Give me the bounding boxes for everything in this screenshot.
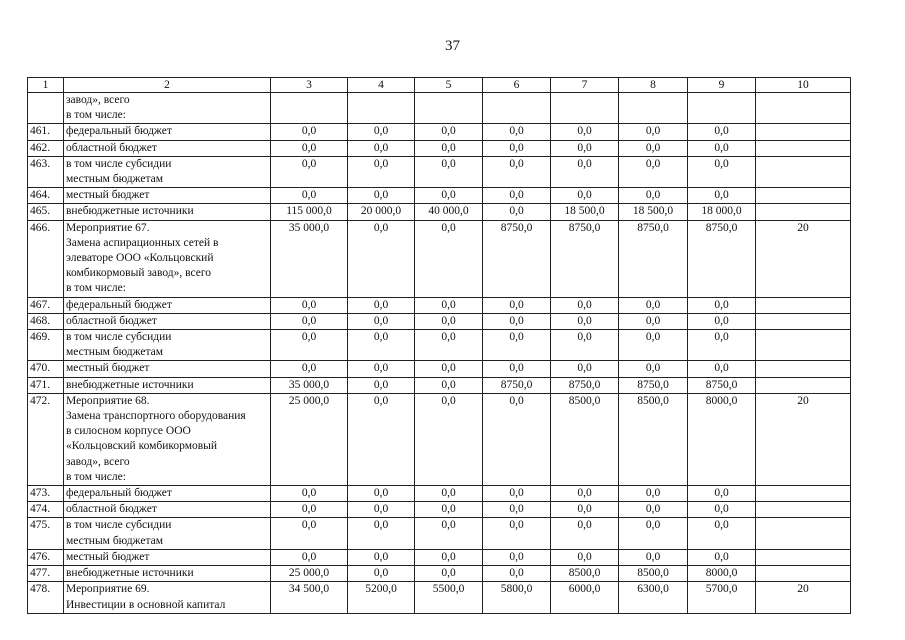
row-number-cell: 477. <box>28 566 64 582</box>
row-name-cell: Мероприятие 69. Инвестиции в основной капитал <box>64 582 271 613</box>
value-cell: 0,0 <box>415 220 483 297</box>
table-row <box>28 297 851 313</box>
value-cell: 0,0 <box>415 566 483 582</box>
value-cell: 35 000,0 <box>271 220 348 297</box>
row-number-cell: 469. <box>28 330 64 361</box>
row-number-cell: 463. <box>28 156 64 187</box>
value-cell: 0,0 <box>415 486 483 502</box>
row-name-cell: федеральный бюджет <box>64 124 271 140</box>
value-cell: 0,0 <box>483 297 551 313</box>
value-cell: 6300,0 <box>619 582 688 613</box>
value-cell: 0,0 <box>348 377 415 393</box>
indicator-cell: 20 <box>756 582 851 613</box>
value-cell: 0,0 <box>271 313 348 329</box>
row-number-cell: 464. <box>28 188 64 204</box>
value-cell: 0,0 <box>483 140 551 156</box>
value-cell: 0,0 <box>348 140 415 156</box>
value-cell: 0,0 <box>348 502 415 518</box>
value-cell: 8750,0 <box>483 377 551 393</box>
header-cell: 9 <box>688 78 756 93</box>
value-cell: 0,0 <box>271 330 348 361</box>
header-cell: 8 <box>619 78 688 93</box>
value-cell: 0,0 <box>619 518 688 549</box>
value-cell: 34 500,0 <box>271 582 348 613</box>
row-name-cell: Мероприятие 67. Замена аспирационных сетей в элеваторе ООО «Кольцовский комбикормовый завод», всего в том числе: <box>64 220 271 297</box>
value-cell: 0,0 <box>619 549 688 565</box>
row-name-cell: внебюджетные источники <box>64 204 271 220</box>
row-name-cell: в том числе субсидии местным бюджетам <box>64 156 271 187</box>
indicator-cell <box>756 156 851 187</box>
header-cell: 4 <box>348 78 415 93</box>
indicator-cell: 20 <box>756 220 851 297</box>
row-number-cell: 462. <box>28 140 64 156</box>
row-name-cell: внебюджетные источники <box>64 377 271 393</box>
value-cell: 0,0 <box>619 313 688 329</box>
value-cell: 20 000,0 <box>348 204 415 220</box>
value-cell: 0,0 <box>415 156 483 187</box>
row-number-cell: 470. <box>28 361 64 377</box>
table-row <box>28 220 851 297</box>
row-name-cell: Мероприятие 68. Замена транспортного оборудования в силосном корпусе ООО «Кольцовский комбикормовый завод», всего в том числе: <box>64 393 271 485</box>
row-name-cell: в том числе субсидии местным бюджетам <box>64 330 271 361</box>
value-cell: 5700,0 <box>688 582 756 613</box>
value-cell: 0,0 <box>688 502 756 518</box>
row-number-cell: 478. <box>28 582 64 613</box>
value-cell: 0,0 <box>483 124 551 140</box>
indicator-cell <box>756 502 851 518</box>
value-cell: 0,0 <box>688 124 756 140</box>
value-cell: 0,0 <box>551 140 619 156</box>
table-row <box>28 518 851 549</box>
value-cell: 0,0 <box>551 156 619 187</box>
row-number-cell: 466. <box>28 220 64 297</box>
value-cell: 6000,0 <box>551 582 619 613</box>
value-cell: 0,0 <box>619 361 688 377</box>
row-name-cell: внебюджетные источники <box>64 566 271 582</box>
header-cell: 3 <box>271 78 348 93</box>
value-cell: 0,0 <box>415 188 483 204</box>
row-number-cell: 476. <box>28 549 64 565</box>
table-row <box>28 313 851 329</box>
value-cell: 0,0 <box>551 297 619 313</box>
value-cell: 8500,0 <box>619 393 688 485</box>
value-cell <box>688 93 756 124</box>
value-cell: 0,0 <box>551 330 619 361</box>
value-cell: 0,0 <box>483 204 551 220</box>
budget-table <box>27 77 851 614</box>
row-number-cell: 465. <box>28 204 64 220</box>
value-cell: 0,0 <box>688 313 756 329</box>
indicator-cell <box>756 518 851 549</box>
value-cell: 0,0 <box>688 361 756 377</box>
table-row <box>28 377 851 393</box>
value-cell: 8500,0 <box>551 393 619 485</box>
row-name-cell: местный бюджет <box>64 549 271 565</box>
value-cell: 0,0 <box>688 518 756 549</box>
row-number-cell: 475. <box>28 518 64 549</box>
value-cell: 0,0 <box>348 156 415 187</box>
value-cell: 8750,0 <box>483 220 551 297</box>
value-cell: 0,0 <box>415 549 483 565</box>
value-cell <box>551 93 619 124</box>
indicator-cell <box>756 330 851 361</box>
value-cell: 0,0 <box>271 361 348 377</box>
row-name-cell: областной бюджет <box>64 313 271 329</box>
value-cell: 0,0 <box>483 188 551 204</box>
table-row <box>28 188 851 204</box>
value-cell: 0,0 <box>415 313 483 329</box>
value-cell: 0,0 <box>483 393 551 485</box>
value-cell: 8000,0 <box>688 393 756 485</box>
table-row <box>28 502 851 518</box>
table-row <box>28 361 851 377</box>
indicator-cell <box>756 361 851 377</box>
value-cell: 18 500,0 <box>551 204 619 220</box>
value-cell: 8750,0 <box>619 220 688 297</box>
value-cell: 0,0 <box>483 549 551 565</box>
value-cell: 0,0 <box>415 330 483 361</box>
header-cell: 7 <box>551 78 619 93</box>
row-number-cell: 472. <box>28 393 64 485</box>
header-cell: 6 <box>483 78 551 93</box>
value-cell: 8750,0 <box>551 220 619 297</box>
value-cell: 8750,0 <box>619 377 688 393</box>
indicator-cell <box>756 204 851 220</box>
value-cell: 0,0 <box>483 330 551 361</box>
value-cell: 0,0 <box>551 486 619 502</box>
value-cell: 0,0 <box>551 188 619 204</box>
table-row <box>28 124 851 140</box>
indicator-cell <box>756 549 851 565</box>
value-cell: 0,0 <box>483 486 551 502</box>
indicator-cell <box>756 297 851 313</box>
indicator-cell <box>756 188 851 204</box>
value-cell: 25 000,0 <box>271 393 348 485</box>
value-cell: 0,0 <box>688 330 756 361</box>
row-name-cell: областной бюджет <box>64 140 271 156</box>
value-cell: 0,0 <box>348 188 415 204</box>
value-cell: 115 000,0 <box>271 204 348 220</box>
value-cell: 0,0 <box>551 313 619 329</box>
table-row <box>28 549 851 565</box>
value-cell: 0,0 <box>348 549 415 565</box>
row-name-cell: в том числе субсидии местным бюджетам <box>64 518 271 549</box>
value-cell: 0,0 <box>551 502 619 518</box>
value-cell: 0,0 <box>688 140 756 156</box>
value-cell: 0,0 <box>551 124 619 140</box>
value-cell: 0,0 <box>271 188 348 204</box>
row-name-cell: федеральный бюджет <box>64 297 271 313</box>
header-cell: 2 <box>64 78 271 93</box>
value-cell: 0,0 <box>271 297 348 313</box>
indicator-cell <box>756 124 851 140</box>
value-cell: 0,0 <box>619 330 688 361</box>
header-cell: 5 <box>415 78 483 93</box>
value-cell: 0,0 <box>415 393 483 485</box>
row-name-cell: завод», всего в том числе: <box>64 93 271 124</box>
value-cell: 8750,0 <box>551 377 619 393</box>
value-cell: 0,0 <box>483 502 551 518</box>
value-cell: 0,0 <box>551 549 619 565</box>
value-cell: 0,0 <box>348 330 415 361</box>
value-cell: 35 000,0 <box>271 377 348 393</box>
value-cell: 0,0 <box>348 220 415 297</box>
value-cell: 0,0 <box>688 188 756 204</box>
value-cell: 0,0 <box>271 502 348 518</box>
value-cell: 18 000,0 <box>688 204 756 220</box>
value-cell: 0,0 <box>415 377 483 393</box>
value-cell: 0,0 <box>271 486 348 502</box>
row-number-cell: 467. <box>28 297 64 313</box>
value-cell: 0,0 <box>688 549 756 565</box>
table-row <box>28 486 851 502</box>
row-name-cell: федеральный бюджет <box>64 486 271 502</box>
indicator-cell <box>756 566 851 582</box>
value-cell: 0,0 <box>619 297 688 313</box>
table-row <box>28 140 851 156</box>
row-number-cell: 468. <box>28 313 64 329</box>
row-name-cell: местный бюджет <box>64 361 271 377</box>
table-row <box>28 330 851 361</box>
value-cell: 0,0 <box>483 313 551 329</box>
value-cell: 0,0 <box>483 361 551 377</box>
value-cell: 0,0 <box>551 518 619 549</box>
value-cell: 5200,0 <box>348 582 415 613</box>
value-cell: 0,0 <box>271 124 348 140</box>
row-number-cell: 473. <box>28 486 64 502</box>
value-cell: 0,0 <box>619 140 688 156</box>
table-header-row <box>28 78 851 93</box>
value-cell: 0,0 <box>619 188 688 204</box>
table-row <box>28 156 851 187</box>
indicator-cell <box>756 377 851 393</box>
value-cell: 0,0 <box>688 156 756 187</box>
value-cell: 0,0 <box>348 518 415 549</box>
value-cell <box>348 93 415 124</box>
value-cell: 18 500,0 <box>619 204 688 220</box>
value-cell: 0,0 <box>619 156 688 187</box>
value-cell: 40 000,0 <box>415 204 483 220</box>
value-cell: 8500,0 <box>551 566 619 582</box>
value-cell <box>415 93 483 124</box>
row-number-cell <box>28 93 64 124</box>
value-cell <box>271 93 348 124</box>
value-cell: 8500,0 <box>619 566 688 582</box>
value-cell: 0,0 <box>483 566 551 582</box>
indicator-cell <box>756 93 851 124</box>
value-cell: 0,0 <box>619 486 688 502</box>
value-cell: 0,0 <box>483 156 551 187</box>
value-cell: 5500,0 <box>415 582 483 613</box>
row-number-cell: 471. <box>28 377 64 393</box>
value-cell: 0,0 <box>619 502 688 518</box>
value-cell <box>619 93 688 124</box>
value-cell: 0,0 <box>271 549 348 565</box>
row-name-cell: областной бюджет <box>64 502 271 518</box>
value-cell: 0,0 <box>271 156 348 187</box>
header-cell: 10 <box>756 78 851 93</box>
value-cell: 0,0 <box>483 518 551 549</box>
table-row <box>28 393 851 485</box>
value-cell: 8750,0 <box>688 377 756 393</box>
row-name-cell: местный бюджет <box>64 188 271 204</box>
value-cell: 0,0 <box>688 486 756 502</box>
indicator-cell <box>756 486 851 502</box>
value-cell: 25 000,0 <box>271 566 348 582</box>
value-cell: 0,0 <box>348 313 415 329</box>
value-cell: 0,0 <box>415 140 483 156</box>
value-cell: 0,0 <box>348 393 415 485</box>
value-cell: 0,0 <box>415 361 483 377</box>
row-number-cell: 461. <box>28 124 64 140</box>
indicator-cell <box>756 140 851 156</box>
value-cell: 0,0 <box>348 297 415 313</box>
indicator-cell: 20 <box>756 393 851 485</box>
value-cell: 8750,0 <box>688 220 756 297</box>
value-cell: 0,0 <box>348 124 415 140</box>
table-row <box>28 93 851 124</box>
table-row <box>28 204 851 220</box>
value-cell: 0,0 <box>415 297 483 313</box>
value-cell: 0,0 <box>551 361 619 377</box>
value-cell <box>483 93 551 124</box>
table-row <box>28 566 851 582</box>
row-number-cell: 474. <box>28 502 64 518</box>
value-cell: 8000,0 <box>688 566 756 582</box>
value-cell: 0,0 <box>348 486 415 502</box>
value-cell: 5800,0 <box>483 582 551 613</box>
table-row <box>28 582 851 613</box>
value-cell: 0,0 <box>415 502 483 518</box>
value-cell: 0,0 <box>415 124 483 140</box>
indicator-cell <box>756 313 851 329</box>
value-cell: 0,0 <box>348 361 415 377</box>
value-cell: 0,0 <box>271 518 348 549</box>
page-number: 37 <box>445 38 460 54</box>
header-cell: 1 <box>28 78 64 93</box>
value-cell: 0,0 <box>348 566 415 582</box>
value-cell: 0,0 <box>415 518 483 549</box>
value-cell: 0,0 <box>271 140 348 156</box>
value-cell: 0,0 <box>688 297 756 313</box>
value-cell: 0,0 <box>619 124 688 140</box>
